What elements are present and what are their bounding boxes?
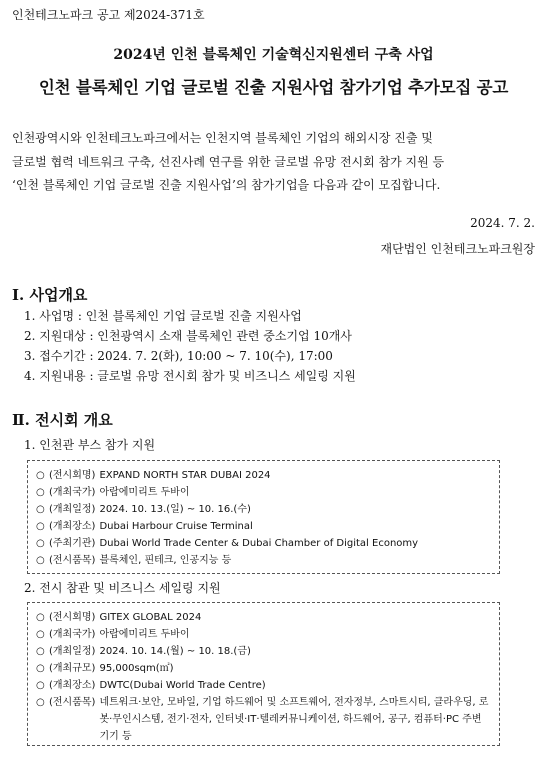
intro-line: 글로벌 협력 네트워크 구축, 선진사례 연구를 위한 글로벌 유망 전시회 참가 지원 등 bbox=[12, 154, 445, 169]
info-row: ○ (개최장소) DWTC(Dubai World Trade Centre) bbox=[36, 677, 491, 694]
info-row: ○ (주최기관) Dubai World Trade Center & Dubai Chamber of Digital Economy bbox=[36, 535, 491, 552]
list-item: 1. 사업명 : 인천 블록체인 기업 글로벌 진출 지원사업 bbox=[24, 309, 302, 323]
circle-bullet-icon: ○ bbox=[36, 470, 45, 481]
list-item: 2. 지원대상 : 인천광역시 소재 블록체인 관련 중소기업 10개사 bbox=[24, 329, 352, 343]
info-row: ○ (개최규모) 95,000sqm(㎡) bbox=[36, 660, 491, 677]
circle-bullet-icon: ○ bbox=[36, 487, 45, 498]
notice-date: 2024. 7. 2. bbox=[470, 216, 535, 230]
notice-number: 인천테크노파크 공고 제2024-371호 bbox=[12, 8, 205, 22]
intro-paragraph bbox=[12, 127, 537, 198]
overview-list bbox=[24, 306, 356, 386]
circle-bullet-icon: ○ bbox=[36, 612, 45, 623]
circle-bullet-icon: ○ bbox=[36, 680, 45, 691]
circle-bullet-icon: ○ bbox=[36, 646, 45, 657]
info-row: ○ (전시회명) EXPAND NORTH STAR DUBAI 2024 bbox=[36, 467, 491, 484]
circle-bullet-icon: ○ bbox=[36, 504, 45, 515]
subsection-heading-visit: 2. 전시 참관 및 비즈니스 세일링 지원 bbox=[24, 581, 221, 595]
intro-line: 인천광역시와 인천테크노파크에서는 인천지역 블록체인 기업의 해외시장 진출 및 bbox=[12, 131, 433, 145]
circle-bullet-icon: ○ bbox=[36, 697, 45, 708]
circle-bullet-icon: ○ bbox=[36, 663, 45, 674]
info-row: ○ (개최일정) 2024. 10. 13.(일) ~ 10. 16.(수) bbox=[36, 501, 491, 518]
subsection-heading-booth: 1. 인천관 부스 참가 지원 bbox=[24, 438, 156, 452]
info-row: ○ (전시품목) 블록체인, 핀테크, 인공지능 등 bbox=[36, 552, 491, 569]
info-row: ○ (개최장소) Dubai Harbour Cruise Terminal bbox=[36, 518, 491, 535]
info-row: ○ (개최일정) 2024. 10. 14.(월) ~ 10. 18.(금) bbox=[36, 643, 491, 660]
info-row: ○ (전시품목) 네트워크·보안, 모바일, 기업 하드웨어 및 소프트웨어, 전자정부, 스마트시티, 클라우딩, 로봇·무인시스템, 전기·전자, 인터넷·IT·텔레커뮤니케이션, 하드웨어, 공구, 컴퓨터·PC 주변기기 등 bbox=[36, 694, 491, 745]
circle-bullet-icon: ○ bbox=[36, 555, 45, 566]
circle-bullet-icon: ○ bbox=[36, 538, 45, 549]
page-title: 인천 블록체인 기업 글로벌 진출 지원사업 참가기업 추가모집 공고 bbox=[38, 78, 509, 97]
exhibition-box-visit bbox=[27, 602, 500, 746]
circle-bullet-icon: ○ bbox=[36, 629, 45, 640]
project-subtitle: 2024년 인천 블록체인 기술혁신지원센터 구축 사업 bbox=[113, 47, 434, 63]
section-heading-overview: Ⅰ. 사업개요 bbox=[12, 286, 88, 304]
intro-line: ‘인천 블록체인 기업 글로벌 진출 지원사업’의 참가기업을 다음과 같이 모집합니다. bbox=[12, 178, 441, 192]
info-row: ○ (전시회명) GITEX GLOBAL 2024 bbox=[36, 609, 491, 626]
list-item: 4. 지원내용 : 글로벌 유망 전시회 참가 및 비즈니스 세일링 지원 bbox=[24, 369, 356, 383]
issuing-organization: 재단법인 인천테크노파크원장 bbox=[380, 242, 535, 256]
circle-bullet-icon: ○ bbox=[36, 521, 45, 532]
info-row: ○ (개최국가) 아랍에미리트 두바이 bbox=[36, 484, 491, 501]
section-heading-exhibition: Ⅱ. 전시회 개요 bbox=[12, 411, 113, 429]
exhibition-box-booth bbox=[27, 460, 500, 574]
list-item: 3. 접수기간 : 2024. 7. 2(화), 10:00 ~ 7. 10(수), 17:00 bbox=[24, 349, 333, 363]
info-row: ○ (개최국가) 아랍에미리트 두바이 bbox=[36, 626, 491, 643]
